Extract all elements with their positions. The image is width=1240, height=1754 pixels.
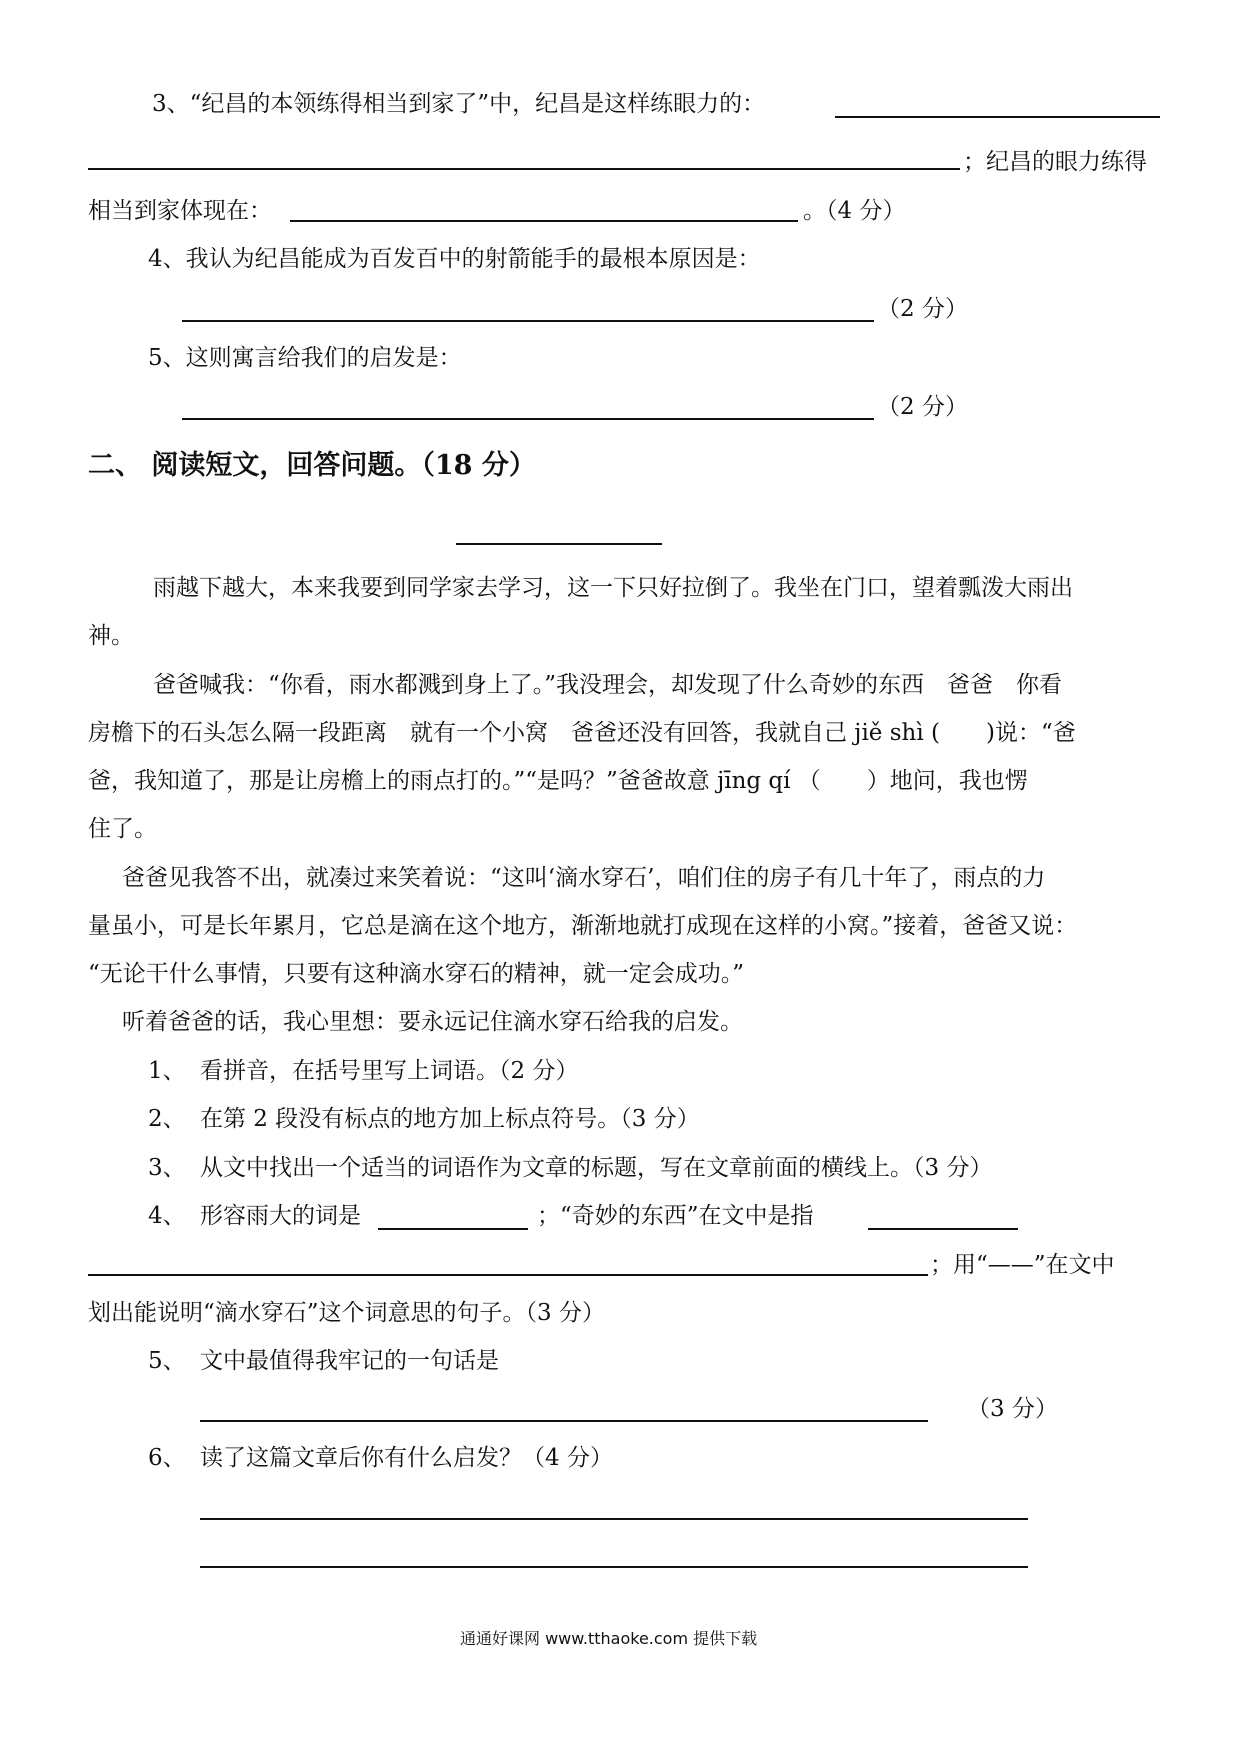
passage-p2-line2: 房檐下的石头怎么隔一段距离 就有一个小窝 爸爸还没有回答，我就自己 jiě shì ( )说：“爸 [88, 720, 1076, 746]
section-two-heading: 二、 阅读短文，回答问题。（18 分） [88, 450, 536, 481]
q4-text-d: 划出能说明“滴水穿石”这个词意思的句子。（3 分） [88, 1300, 605, 1326]
q6-number: 6、 [148, 1445, 186, 1471]
q5-score: （3 分） [967, 1396, 1058, 1422]
p1-q4-text: 4、我认为纪昌能成为百发百中的射箭能手的最根本原因是： [148, 246, 761, 272]
q2-text: 在第 2 段没有标点的地方加上标点符号。（3 分） [200, 1106, 700, 1132]
q6-blank-2[interactable] [200, 1566, 1028, 1568]
q4-blank-2[interactable] [868, 1228, 1018, 1230]
p1-q3-line3: 相当到家体现在： [88, 198, 272, 224]
footer-credit: 通通好课网 www.tthaoke.com 提供下载 [460, 1629, 758, 1648]
p1-q3-line2-tail: ；纪昌的眼力练得 [963, 149, 1147, 175]
p1-q5-text: 5、这则寓言给我们的启发是： [148, 345, 462, 371]
passage-p2-line1: 爸爸喊我：“你看，雨水都溅到身上了。”我没理会，却发现了什么奇妙的东西 爸爸 你看 [153, 672, 1063, 698]
q6-text: 读了这篇文章后你有什么启发？（4 分） [200, 1445, 613, 1471]
p1-q3-score: 。（4 分） [803, 198, 906, 224]
q3-text: 从文中找出一个适当的词语作为文章的标题，写在文章前面的横线上。（3 分） [200, 1155, 993, 1181]
passage-p4: 听着爸爸的话，我心里想：要永远记住滴水穿石给我的启发。 [122, 1009, 743, 1035]
q4-text-b: ；“奇妙的东西”在文中是指 [537, 1203, 814, 1229]
q3-number: 3、 [148, 1155, 186, 1181]
q4-blank-3[interactable] [88, 1274, 928, 1276]
p1-q4-blank[interactable] [182, 320, 874, 322]
p1-q5-blank[interactable] [182, 418, 874, 420]
passage-p3-line3: “无论干什么事情，只要有这种滴水穿石的精神，就一定会成功。” [88, 961, 745, 987]
passage-p2-line4: 住了。 [88, 816, 157, 842]
q1-number: 1、 [148, 1058, 186, 1084]
q5-text: 文中最值得我牢记的一句话是 [200, 1348, 499, 1374]
passage-p1-line1: 雨越下越大，本来我要到同学家去学习，这一下只好拉倒了。我坐在门口，望着瓢泼大雨出 [153, 575, 1073, 601]
q4-number: 4、 [148, 1203, 186, 1229]
p1-q3-line1: 3、“纪昌的本领练得相当到家了”中，纪昌是这样练眼力的： [152, 91, 766, 117]
q4-blank-1[interactable] [378, 1228, 528, 1230]
q5-number: 5、 [148, 1348, 186, 1374]
p1-q3-blank-2[interactable] [88, 168, 960, 170]
q2-number: 2、 [148, 1106, 186, 1132]
p1-q3-blank-3[interactable] [290, 220, 798, 222]
p1-q5-score: （2 分） [877, 394, 968, 420]
q6-blank-1[interactable] [200, 1518, 1028, 1520]
q4-text-a: 形容雨大的词是 [200, 1203, 361, 1229]
passage-p1-line2: 神。 [88, 623, 134, 649]
q1-text: 看拼音，在括号里写上词语。（2 分） [200, 1058, 579, 1084]
title-blank[interactable] [456, 543, 662, 545]
p1-q3-blank-1[interactable] [835, 116, 1160, 118]
passage-p3-line2: 量虽小，可是长年累月，它总是滴在这个地方，渐渐地就打成现在这样的小窝。”接着，爸爸又说： [88, 913, 1078, 939]
p1-q4-score: （2 分） [877, 296, 968, 322]
passage-p3-line1: 爸爸见我答不出，就凑过来笑着说：“这叫‘滴水穿石’，咱们住的房子有几十年了，雨点的力 [122, 865, 1046, 891]
passage-p2-line3: 爸，我知道了，那是让房檐上的雨点打的。”“是吗？”爸爸故意 jīng qí （ ）地问，我也愣 [88, 768, 1028, 794]
q5-blank[interactable] [200, 1420, 928, 1422]
q4-text-c: ；用“——”在文中 [930, 1252, 1115, 1278]
